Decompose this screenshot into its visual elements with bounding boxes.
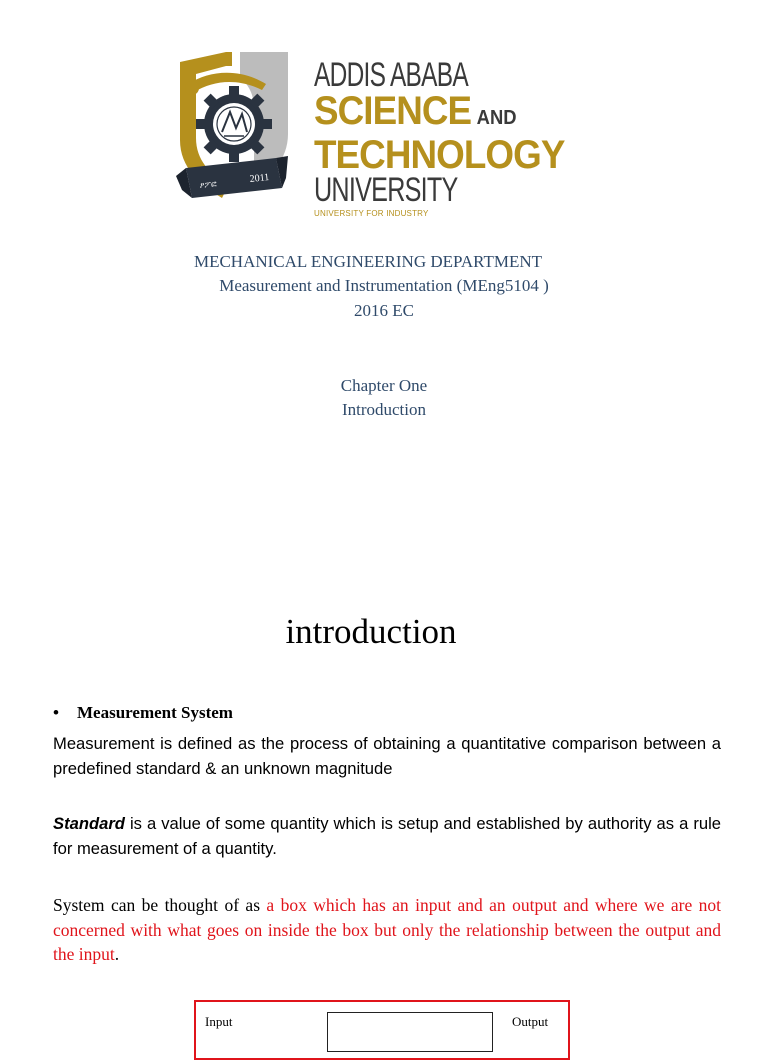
diagram-input-label: Input <box>205 1014 233 1029</box>
chapter-number: Chapter One <box>340 376 428 395</box>
department-name: MECHANICAL ENGINEERING DEPARTMENT <box>193 252 543 271</box>
system-highlight-text: a box which has an input and an output and where we are not concerned with what goes on inside the box but only the relationship between the output and the input <box>53 895 721 964</box>
svg-text:2011: 2011 <box>249 171 270 185</box>
logo-tagline: UNIVERSITY FOR INDUSTRY <box>314 209 429 218</box>
system-end-text: . <box>114 944 120 964</box>
diagram-output-label: Output <box>512 1014 549 1029</box>
chapter-title: Introduction <box>341 400 427 419</box>
paragraph-system-definition <box>53 893 721 967</box>
section-heading: introduction <box>285 612 457 651</box>
logo-line-addis-ababa: ADDIS ABABA <box>314 56 468 94</box>
university-wordmark <box>314 58 614 218</box>
university-crest-icon <box>170 48 295 216</box>
academic-year: 2016 EC <box>354 301 414 320</box>
logo-line-technology: TECHNOLOGY <box>314 133 565 177</box>
course-title: Measurement and Instrumentation (MEng5104 ) <box>219 276 549 295</box>
logo-line-science: SCIENCE AND <box>314 89 517 133</box>
svg-text:ፆፖፎ: ፆፖፎ <box>199 179 217 190</box>
system-intro-text: System can be thought of as <box>53 895 267 915</box>
standard-definition-text: is a value of some quantity which is setup and established by authority as a rule for measurement of a quantity. <box>53 814 721 858</box>
paragraph-standard-definition <box>53 812 721 861</box>
term-standard: Standard <box>53 814 125 833</box>
bullet-label: Measurement System <box>77 703 233 722</box>
bullet-icon: • <box>53 703 59 722</box>
logo-line-university: UNIVERSITY <box>314 171 458 209</box>
paragraph-measurement-definition: Measurement is defined as the process of obtaining a quantitative comparison between a predefined standard & an unknown magnitude <box>53 734 721 778</box>
university-logo <box>170 48 610 218</box>
system-box <box>327 1012 493 1052</box>
bullet-item <box>53 703 233 723</box>
